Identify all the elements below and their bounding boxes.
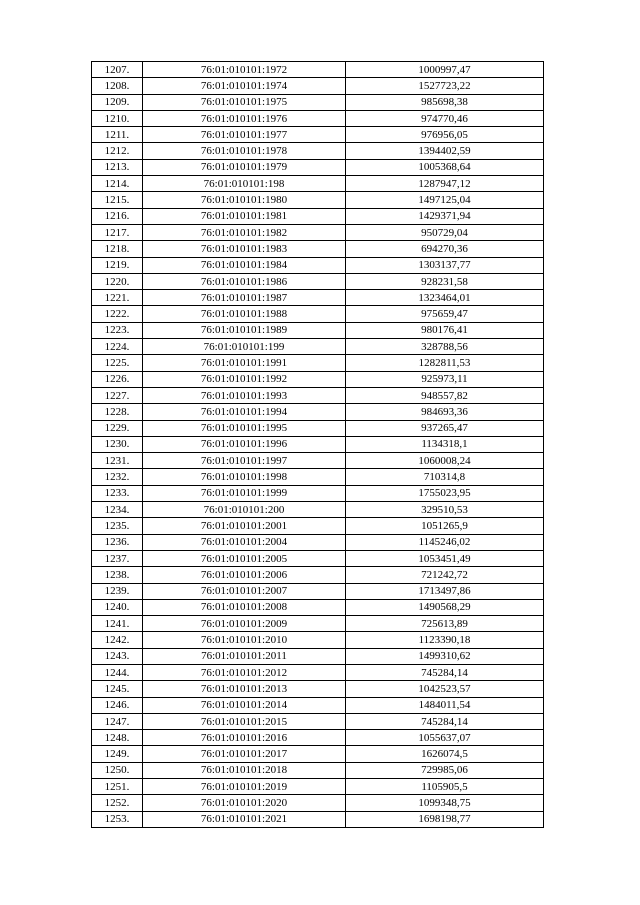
- cadastral-number-cell: 76:01:010101:199: [143, 339, 346, 355]
- cadastral-number-cell: 76:01:010101:1987: [143, 290, 346, 306]
- cadastral-number-cell: 76:01:010101:2020: [143, 795, 346, 811]
- cadastral-number-cell: 76:01:010101:1988: [143, 306, 346, 322]
- cadastral-number-cell: 76:01:010101:2001: [143, 518, 346, 534]
- row-number-cell: 1226.: [92, 371, 143, 387]
- table-row: [92, 583, 544, 599]
- row-number-cell: 1246.: [92, 697, 143, 713]
- cadastral-value-cell: 1394402,59: [346, 143, 544, 159]
- cadastral-value-cell: 1303137,77: [346, 257, 544, 273]
- table-row: [92, 436, 544, 452]
- row-number-cell: 1235.: [92, 518, 143, 534]
- cadastral-value-cell: 976956,05: [346, 127, 544, 143]
- cadastral-value-cell: 925973,11: [346, 371, 544, 387]
- cadastral-number-cell: 76:01:010101:1995: [143, 420, 346, 436]
- row-number-cell: 1221.: [92, 290, 143, 306]
- cadastral-value-cell: 1527723,22: [346, 78, 544, 94]
- cadastral-number-cell: 76:01:010101:2011: [143, 648, 346, 664]
- cadastral-value-cell: 329510,53: [346, 502, 544, 518]
- cadastral-number-cell: 76:01:010101:1981: [143, 208, 346, 224]
- table-row: [92, 306, 544, 322]
- row-number-cell: 1217.: [92, 224, 143, 240]
- table-row: [92, 648, 544, 664]
- row-number-cell: 1209.: [92, 94, 143, 110]
- row-number-cell: 1242.: [92, 632, 143, 648]
- table-row: [92, 78, 544, 94]
- row-number-cell: 1230.: [92, 436, 143, 452]
- table-row: [92, 224, 544, 240]
- cadastral-value-cell: 975659,47: [346, 306, 544, 322]
- row-number-cell: 1218.: [92, 241, 143, 257]
- cadastral-number-cell: 76:01:010101:1972: [143, 62, 346, 78]
- table-row: [92, 550, 544, 566]
- cadastral-value-cell: 1282811,53: [346, 355, 544, 371]
- row-number-cell: 1238.: [92, 567, 143, 583]
- cadastral-value-cell: 928231,58: [346, 273, 544, 289]
- row-number-cell: 1244.: [92, 664, 143, 680]
- cadastral-number-cell: 76:01:010101:1989: [143, 322, 346, 338]
- cadastral-value-cell: 1105905,5: [346, 779, 544, 795]
- cadastral-value-cell: 984693,36: [346, 404, 544, 420]
- cadastral-value-cell: 1000997,47: [346, 62, 544, 78]
- cadastral-number-cell: 76:01:010101:2016: [143, 730, 346, 746]
- table-row: [92, 632, 544, 648]
- table-row: [92, 404, 544, 420]
- table-row: [92, 322, 544, 338]
- cadastral-value-cell: 721242,72: [346, 567, 544, 583]
- row-number-cell: 1245.: [92, 681, 143, 697]
- cadastral-number-cell: 76:01:010101:2007: [143, 583, 346, 599]
- cadastral-value-cell: 729985,06: [346, 762, 544, 778]
- table-row: [92, 453, 544, 469]
- cadastral-number-cell: 76:01:010101:2004: [143, 534, 346, 550]
- table-row: [92, 681, 544, 697]
- row-number-cell: 1212.: [92, 143, 143, 159]
- cadastral-value-cell: 1755023,95: [346, 485, 544, 501]
- row-number-cell: 1241.: [92, 616, 143, 632]
- row-number-cell: 1216.: [92, 208, 143, 224]
- row-number-cell: 1220.: [92, 273, 143, 289]
- cadastral-number-cell: 76:01:010101:1997: [143, 453, 346, 469]
- cadastral-value-cell: 1429371,94: [346, 208, 544, 224]
- cadastral-number-cell: 76:01:010101:1999: [143, 485, 346, 501]
- table-row: [92, 355, 544, 371]
- cadastral-value-cell: 1123390,18: [346, 632, 544, 648]
- row-number-cell: 1239.: [92, 583, 143, 599]
- cadastral-number-cell: 76:01:010101:2013: [143, 681, 346, 697]
- table-row: [92, 371, 544, 387]
- cadastral-number-cell: 76:01:010101:2005: [143, 550, 346, 566]
- row-number-cell: 1243.: [92, 648, 143, 664]
- cadastral-value-cell: 1287947,12: [346, 176, 544, 192]
- table-row: [92, 94, 544, 110]
- row-number-cell: 1224.: [92, 339, 143, 355]
- row-number-cell: 1240.: [92, 599, 143, 615]
- cadastral-number-cell: 76:01:010101:2019: [143, 779, 346, 795]
- table-row: [92, 746, 544, 762]
- table-row: [92, 192, 544, 208]
- table-row: [92, 273, 544, 289]
- table-row: [92, 730, 544, 746]
- row-number-cell: 1229.: [92, 420, 143, 436]
- cadastral-value-cell: 1042523,57: [346, 681, 544, 697]
- table-row: [92, 599, 544, 615]
- row-number-cell: 1247.: [92, 713, 143, 729]
- cadastral-number-cell: 76:01:010101:2015: [143, 713, 346, 729]
- cadastral-value-cell: 1490568,29: [346, 599, 544, 615]
- row-number-cell: 1248.: [92, 730, 143, 746]
- cadastral-value-cell: 1698198,77: [346, 811, 544, 827]
- table-row: [92, 616, 544, 632]
- row-number-cell: 1210.: [92, 110, 143, 126]
- table-row: [92, 534, 544, 550]
- table-row: [92, 127, 544, 143]
- cadastral-value-cell: 974770,46: [346, 110, 544, 126]
- cadastral-value-cell: 1051265,9: [346, 518, 544, 534]
- cadastral-number-cell: 76:01:010101:1992: [143, 371, 346, 387]
- table-row: [92, 208, 544, 224]
- cadastral-value-cell: 950729,04: [346, 224, 544, 240]
- cadastral-number-cell: 76:01:010101:1977: [143, 127, 346, 143]
- table-row: [92, 469, 544, 485]
- cadastral-number-cell: 76:01:010101:1986: [143, 273, 346, 289]
- cadastral-value-cell: 985698,38: [346, 94, 544, 110]
- cadastral-value-cell: 1499310,62: [346, 648, 544, 664]
- row-number-cell: 1207.: [92, 62, 143, 78]
- cadastral-number-cell: 76:01:010101:2017: [143, 746, 346, 762]
- cadastral-value-cell: 1053451,49: [346, 550, 544, 566]
- table-row: [92, 62, 544, 78]
- cadastral-value-cell: 694270,36: [346, 241, 544, 257]
- cadastral-number-cell: 76:01:010101:1975: [143, 94, 346, 110]
- table-row: [92, 143, 544, 159]
- cadastral-number-cell: 76:01:010101:1984: [143, 257, 346, 273]
- cadastral-value-cell: 745284,14: [346, 664, 544, 680]
- cadastral-number-cell: 76:01:010101:2008: [143, 599, 346, 615]
- row-number-cell: 1252.: [92, 795, 143, 811]
- row-number-cell: 1208.: [92, 78, 143, 94]
- table-row: [92, 290, 544, 306]
- cadastral-number-cell: 76:01:010101:2006: [143, 567, 346, 583]
- row-number-cell: 1253.: [92, 811, 143, 827]
- row-number-cell: 1215.: [92, 192, 143, 208]
- cadastral-number-cell: 76:01:010101:1978: [143, 143, 346, 159]
- table-row: [92, 485, 544, 501]
- table-body: [92, 62, 544, 828]
- table-row: [92, 518, 544, 534]
- cadastral-value-cell: 948557,82: [346, 387, 544, 403]
- row-number-cell: 1223.: [92, 322, 143, 338]
- cadastral-number-cell: 76:01:010101:1974: [143, 78, 346, 94]
- row-number-cell: 1236.: [92, 534, 143, 550]
- row-number-cell: 1232.: [92, 469, 143, 485]
- table-row: [92, 779, 544, 795]
- cadastral-number-cell: 76:01:010101:200: [143, 502, 346, 518]
- cadastral-value-cell: 1626074,5: [346, 746, 544, 762]
- cadastral-value-cell: 745284,14: [346, 713, 544, 729]
- cadastral-number-cell: 76:01:010101:1976: [143, 110, 346, 126]
- row-number-cell: 1249.: [92, 746, 143, 762]
- table-row: [92, 664, 544, 680]
- cadastral-value-table: [91, 61, 544, 828]
- row-number-cell: 1225.: [92, 355, 143, 371]
- cadastral-value-cell: 1099348,75: [346, 795, 544, 811]
- table-row: [92, 811, 544, 827]
- cadastral-number-cell: 76:01:010101:1980: [143, 192, 346, 208]
- row-number-cell: 1222.: [92, 306, 143, 322]
- table-row: [92, 567, 544, 583]
- table-row: [92, 762, 544, 778]
- cadastral-value-cell: 725613,89: [346, 616, 544, 632]
- cadastral-value-cell: 1484011,54: [346, 697, 544, 713]
- cadastral-number-cell: 76:01:010101:1993: [143, 387, 346, 403]
- row-number-cell: 1251.: [92, 779, 143, 795]
- table-row: [92, 257, 544, 273]
- table-row: [92, 159, 544, 175]
- cadastral-number-cell: 76:01:010101:1998: [143, 469, 346, 485]
- row-number-cell: 1227.: [92, 387, 143, 403]
- cadastral-number-cell: 76:01:010101:2021: [143, 811, 346, 827]
- cadastral-number-cell: 76:01:010101:1982: [143, 224, 346, 240]
- row-number-cell: 1237.: [92, 550, 143, 566]
- row-number-cell: 1228.: [92, 404, 143, 420]
- cadastral-number-cell: 76:01:010101:2010: [143, 632, 346, 648]
- table-row: [92, 241, 544, 257]
- cadastral-value-cell: 980176,41: [346, 322, 544, 338]
- cadastral-number-cell: 76:01:010101:2014: [143, 697, 346, 713]
- table-row: [92, 110, 544, 126]
- row-number-cell: 1233.: [92, 485, 143, 501]
- cadastral-number-cell: 76:01:010101:198: [143, 176, 346, 192]
- cadastral-value-cell: 1134318,1: [346, 436, 544, 452]
- table-row: [92, 502, 544, 518]
- table-row: [92, 795, 544, 811]
- cadastral-number-cell: 76:01:010101:1983: [143, 241, 346, 257]
- cadastral-number-cell: 76:01:010101:1996: [143, 436, 346, 452]
- cadastral-value-cell: 1145246,02: [346, 534, 544, 550]
- cadastral-number-cell: 76:01:010101:1979: [143, 159, 346, 175]
- row-number-cell: 1213.: [92, 159, 143, 175]
- table-row: [92, 713, 544, 729]
- row-number-cell: 1219.: [92, 257, 143, 273]
- cadastral-number-cell: 76:01:010101:2018: [143, 762, 346, 778]
- cadastral-number-cell: 76:01:010101:2009: [143, 616, 346, 632]
- table-row: [92, 339, 544, 355]
- cadastral-value-cell: 710314,8: [346, 469, 544, 485]
- row-number-cell: 1211.: [92, 127, 143, 143]
- cadastral-number-cell: 76:01:010101:1994: [143, 404, 346, 420]
- cadastral-number-cell: 76:01:010101:2012: [143, 664, 346, 680]
- table-row: [92, 697, 544, 713]
- cadastral-value-cell: 1005368,64: [346, 159, 544, 175]
- table-row: [92, 387, 544, 403]
- cadastral-value-cell: 1497125,04: [346, 192, 544, 208]
- cadastral-value-cell: 328788,56: [346, 339, 544, 355]
- cadastral-value-cell: 937265,47: [346, 420, 544, 436]
- cadastral-number-cell: 76:01:010101:1991: [143, 355, 346, 371]
- row-number-cell: 1250.: [92, 762, 143, 778]
- row-number-cell: 1214.: [92, 176, 143, 192]
- cadastral-value-cell: 1323464,01: [346, 290, 544, 306]
- cadastral-value-cell: 1713497,86: [346, 583, 544, 599]
- table-row: [92, 420, 544, 436]
- cadastral-value-cell: 1060008,24: [346, 453, 544, 469]
- table-row: [92, 176, 544, 192]
- row-number-cell: 1231.: [92, 453, 143, 469]
- cadastral-value-cell: 1055637,07: [346, 730, 544, 746]
- row-number-cell: 1234.: [92, 502, 143, 518]
